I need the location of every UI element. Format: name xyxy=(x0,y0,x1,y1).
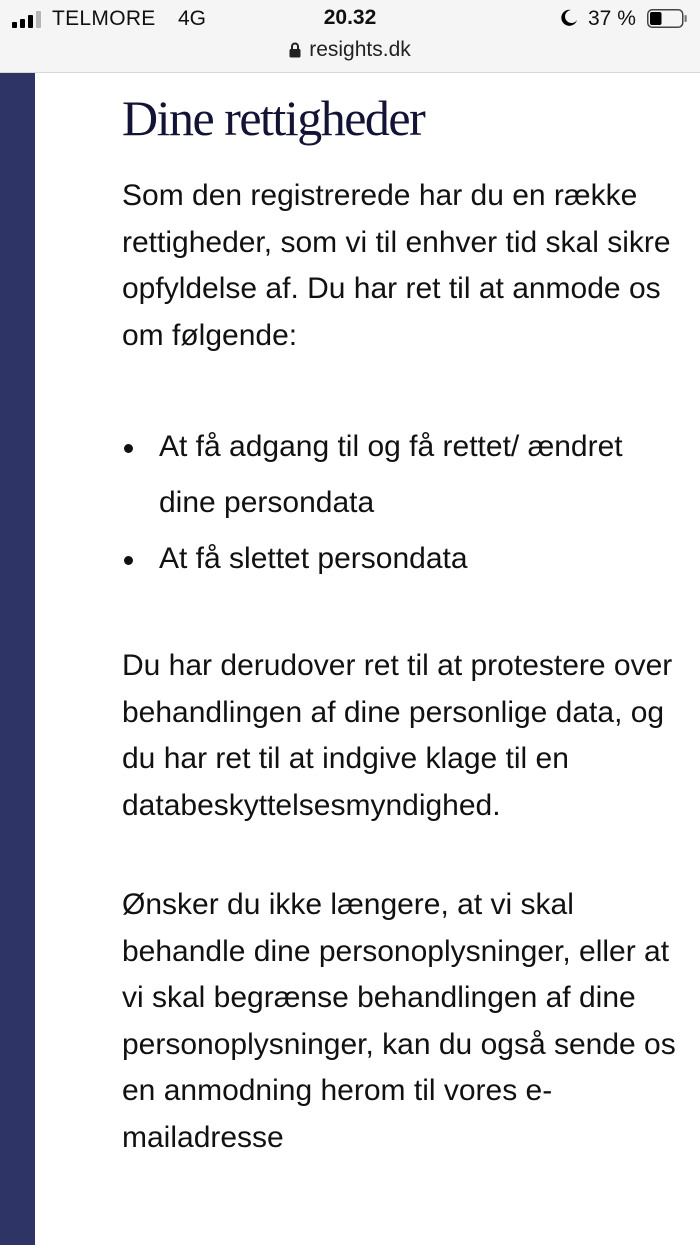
battery-fill xyxy=(650,12,662,25)
list-item-text: At få adgang til og få rettet/ ændret dine persondata xyxy=(159,430,623,519)
bullet-icon xyxy=(124,444,133,453)
list-item xyxy=(122,531,682,587)
battery-icon xyxy=(647,9,687,28)
list-item-text: At få slettet persondata xyxy=(159,542,468,575)
network-type: 4G xyxy=(178,7,207,30)
restriction-paragraph: Ønsker du ikke længere, at vi skal behandle dine personoplysninger, eller at vi skal begrænse behandlingen af dine personoplysninger, kan du også sende os en anmodning herom til vores e-mailadresse xyxy=(122,888,676,1154)
address-bar[interactable] xyxy=(0,38,700,62)
intro-paragraph: Som den registrerede har du en række rettigheder, som vi til enhver tid skal sikre opfyldelse af. Du har ret til at anmode os om følgende: xyxy=(122,179,671,352)
rights-list xyxy=(122,419,682,587)
lock-icon xyxy=(289,42,301,58)
privacy-rights-section xyxy=(122,86,682,1161)
clock: 20.32 xyxy=(323,6,377,29)
page-heading: Dine rettigheder xyxy=(122,90,425,146)
list-item xyxy=(122,419,682,531)
status-bar xyxy=(0,0,700,73)
side-menu-strip[interactable] xyxy=(0,73,35,1245)
url-text[interactable]: resights.dk xyxy=(309,38,411,61)
battery-percentage: 37 % xyxy=(588,7,636,30)
carrier-name: TELMORE xyxy=(52,7,156,30)
bullet-icon xyxy=(124,556,133,565)
objection-paragraph: Du har derudover ret til at protestere over behandlingen af dine personlige data, og du har ret til at indgive klage til en databeskyttelsesmyndighed. xyxy=(122,649,673,822)
moon-icon xyxy=(560,9,578,27)
